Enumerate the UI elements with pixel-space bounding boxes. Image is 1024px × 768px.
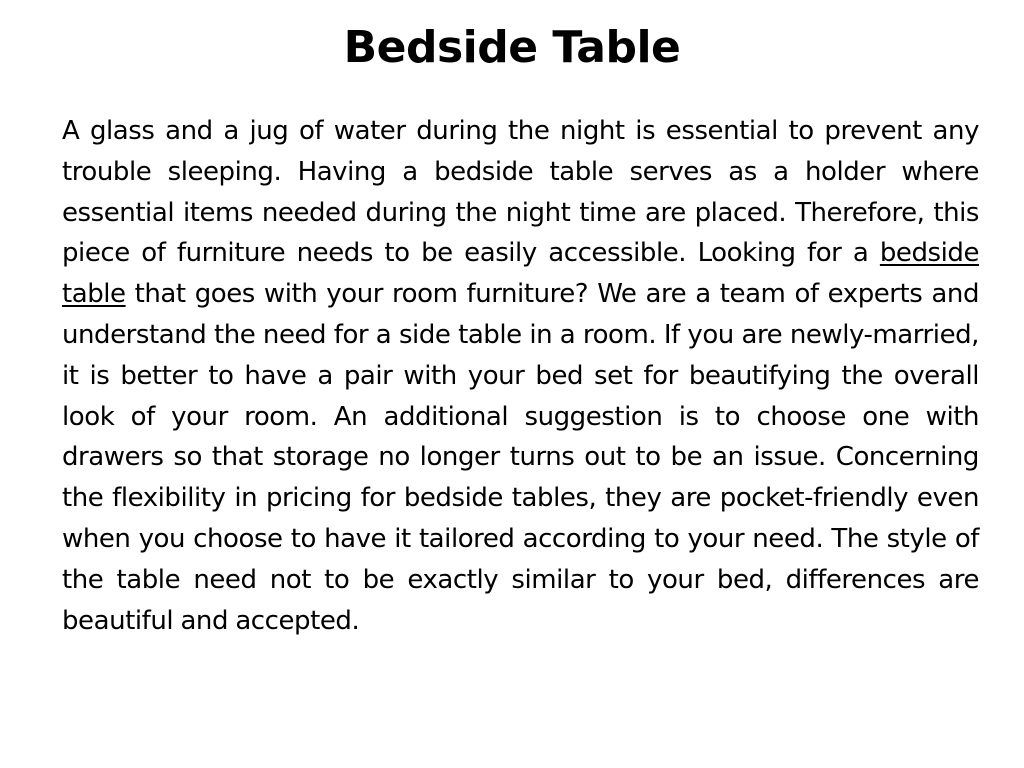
body-paragraph: [62, 111, 979, 641]
paragraph-text-before-link: A glass and a jug of water during the night is essential to prevent any trouble sleeping. Having a bedside table serves as a holder where essential items needed during the night time are placed. Therefore, this piece of furniture needs to be easily accessible. Looking for a: [62, 116, 979, 269]
paragraph-text-after-link: that goes with your room furniture? We are a team of experts and understand the need for a side table in a room. If you are newly-married, it is better to have a pair with your bed set for beautifying the overall look of your room. An additional suggestion is to choose one with drawers so that storage no longer turns out to be an issue. Concerning the flexibility in pricing for bedside tables, they are pocket-friendly even when you choose to have it tailored according to your need. The style of the table need not to be exactly similar to your bed, differences are beautiful and accepted.: [62, 279, 979, 636]
bedside-table-link[interactable]: bedside table: [62, 238, 979, 310]
page-title: Bedside Table: [343, 22, 681, 73]
